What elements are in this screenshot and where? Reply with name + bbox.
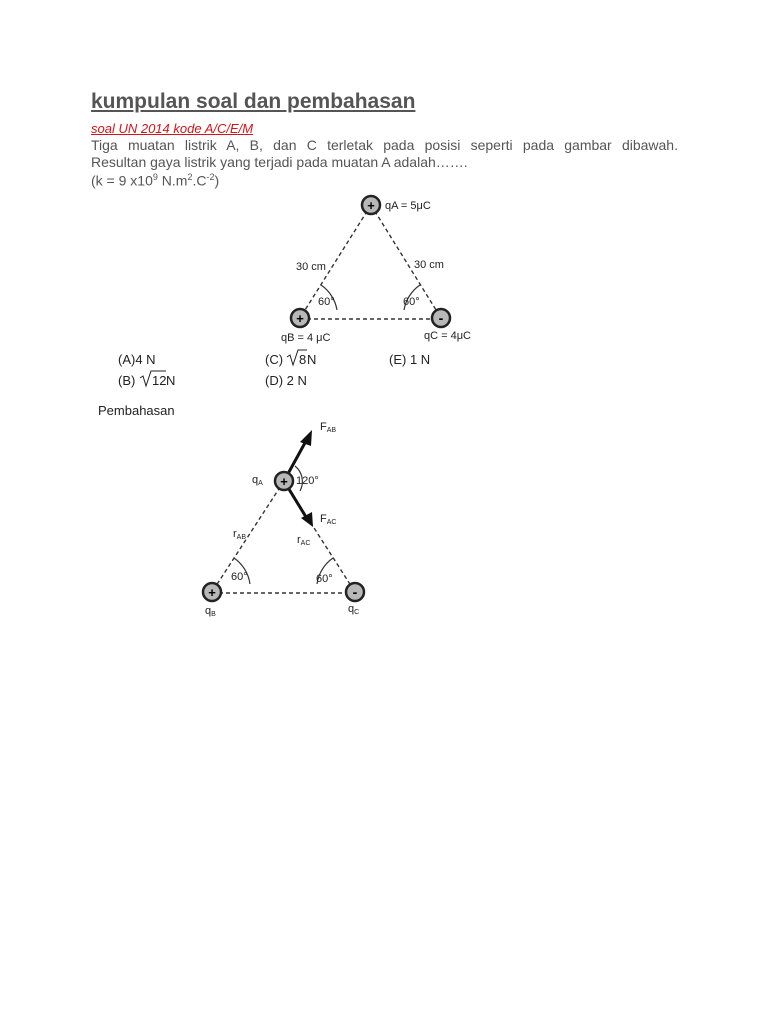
option-d: (D) 2 N [265,373,307,388]
charge-a [362,196,380,214]
label-qc2: qC [348,603,360,616]
k-mid2: .C [192,172,207,189]
question-line-2: Resultan gaya listrik yang terjadi pada muatan A adalah……. [91,154,468,170]
charge-c-sign: - [438,310,444,326]
label-side-right: 30 cm [414,259,444,271]
k-exp3: -2 [206,172,215,182]
k-exp2: 2 [187,172,193,182]
option-b [118,371,175,388]
option-c-suffix: N [307,352,317,367]
page-title: kumpulan soal dan pembahasan [91,90,416,113]
label-angle-top: 120° [296,475,319,487]
k-prefix: (k = 9 x10 [91,172,153,189]
k-exp1: 9 [152,172,158,182]
label-angle-right: 60° [403,296,420,308]
charge-c2-sign: - [352,584,358,600]
charge-b2-sign: + [208,585,216,600]
label-qc: qC = 4μC [424,330,471,342]
label-f-ac: FAC [320,513,337,526]
charge-a2-sign: + [280,474,288,489]
k-mid: N.m [157,172,188,189]
label-angle-left2: 60° [231,571,248,583]
charge-b-sign: + [296,311,304,326]
option-c [265,350,316,367]
label-angle-left: 60° [318,296,335,308]
label-side-left: 30 cm [296,261,326,273]
label-r-ac: rAC [297,534,311,547]
charge-b [291,309,309,327]
option-b-root: 12 [152,373,167,388]
option-b-prefix: (B) [118,373,136,388]
question-line-1: Tiga muatan listrik A, B, dan C terletak pada posisi seperti pada gambar dibawah. [91,137,678,153]
label-angle-right2: 60° [316,573,333,585]
label-qa2: qA [252,474,263,487]
page-subtitle: soal UN 2014 kode A/C/E/M [91,121,254,136]
label-r-ab: rAB [233,528,247,541]
charge-c2 [346,583,364,601]
label-qa: qA = 5μC [385,200,431,212]
option-c-prefix: (C) [265,352,284,367]
charge-c [432,309,450,327]
charge-b2 [203,583,221,601]
label-qb: qB = 4 μC [281,332,331,344]
label-qb2: qB [205,605,216,618]
option-e: (E) 1 N [389,352,431,367]
k-suffix: ) [214,172,220,189]
option-b-suffix: N [166,373,176,388]
charge-a2 [275,472,293,490]
solution-heading: Pembahasan [98,403,175,418]
option-c-root: 8 [299,352,307,367]
label-f-ab: FAB [320,421,337,434]
option-a: (A)4 N [118,352,156,367]
charge-a-sign: + [367,198,375,213]
